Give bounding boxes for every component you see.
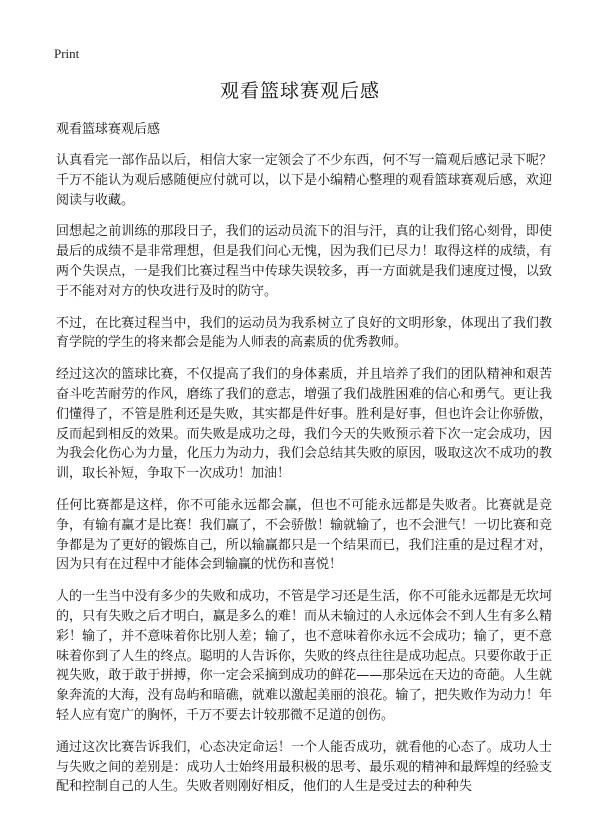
- article-subtitle: 观看篮球赛观后感: [56, 122, 161, 137]
- paragraph-attitude: 通过这次比赛告诉我们，心态决定命运！一个人能否成功，就看他的心态了。成功人士与失败之间的差别是：成功人士始终用最积极的思考、最乐观的精神和最辉煌的经验支配和控制自己的人生。失败者则刚好相反，他们的人生是受过去的种种失: [56, 739, 552, 795]
- paragraph-lessons: 经过这次的篮球比赛，不仅提高了我们的身体素质，并且培养了我们的团队精神和艰苦奋斗吃苦耐劳的作风，磨练了我们的意志，增强了我们战胜困难的信心和勇气。更让我们懂得了，不管是胜利还是失败，其实都是件好事。胜利是好事，但也许会让你骄傲，反而起到相反的效果。而失败是成功之母，我们今天的失败预示着下次一定会成功，因为我会化伤心为力量，化压力为动力，我们会总结其失败的原因，吸取这次不成功的教训，取长补短，争取下一次成功！加油！: [56, 367, 552, 482]
- paragraph-training-memory: 回想起之前训练的那段日子，我们的运动员流下的泪与汗，真的让我们铭心刻骨，即使最后的成绩不是非常理想，但是我们问心无愧，因为我们已尽力！取得这样的成绩，有两个失误点，一是我们比赛过程当中传球失误较多，再一方面就是我们速度过慢，以致于不能对对方的快攻进行及时的防守。: [56, 224, 552, 299]
- page-title: 观看篮球赛观后感: [219, 80, 380, 102]
- article-body: [56, 120, 552, 809]
- paragraph-competition: 任何比赛都是这样，你不可能永远都会赢，但也不可能永远都是失败者。比赛就是竞争，有输有赢才是比赛！我们赢了，不会骄傲！输就输了，也不会泄气！一切比赛和竞争都是为了更好的锻炼自己，所以输赢都只是一个结果而已，我们注重的是过程才对，因为只有在过程中才能体会到输赢的忧伤和喜悦！: [56, 497, 552, 573]
- paragraph-intro: 认真看完一部作品以后，相信大家一定领会了不少东西，何不写一篇观后感记录下呢？千万不能认为观后感随便应付就可以，以下是小编精心整理的观看篮球赛观后感，欢迎阅读与收藏。: [56, 153, 552, 208]
- paragraph-good-image: 不过，在比赛过程当中，我们的运动员为我系树立了良好的文明形象，体现出了我们教育学院的学生的将来都会是能为人师表的高素质的优秀教师。: [56, 315, 552, 351]
- print-link[interactable]: Print: [54, 46, 80, 61]
- paragraph-life: 人的一生当中没有多少的失败和成功，不管是学习还是生活，你不可能永远都是无坎坷的，只有失败之后才明白，赢是多么的难！而从未输过的人永远体会不到人生有多么精彩！输了，并不意味着你比别人差；输了，也不意味着你永远不会成功；输了，更不意味着你到了人生的终点。聪明的人告诉你，失败的终点往往是成功起点。只要你敢于正视失败，敢于敢于拼搏，你一定会采摘到成功的鲜花——那朵远在天边的奇葩。人生就象奔流的大海，没有岛屿和暗礁，就难以激起美丽的浪花。输了，把失败作为动力！年轻人应有宽广的胸怀，千万不要去计较那微不足道的创伤。: [56, 589, 552, 723]
